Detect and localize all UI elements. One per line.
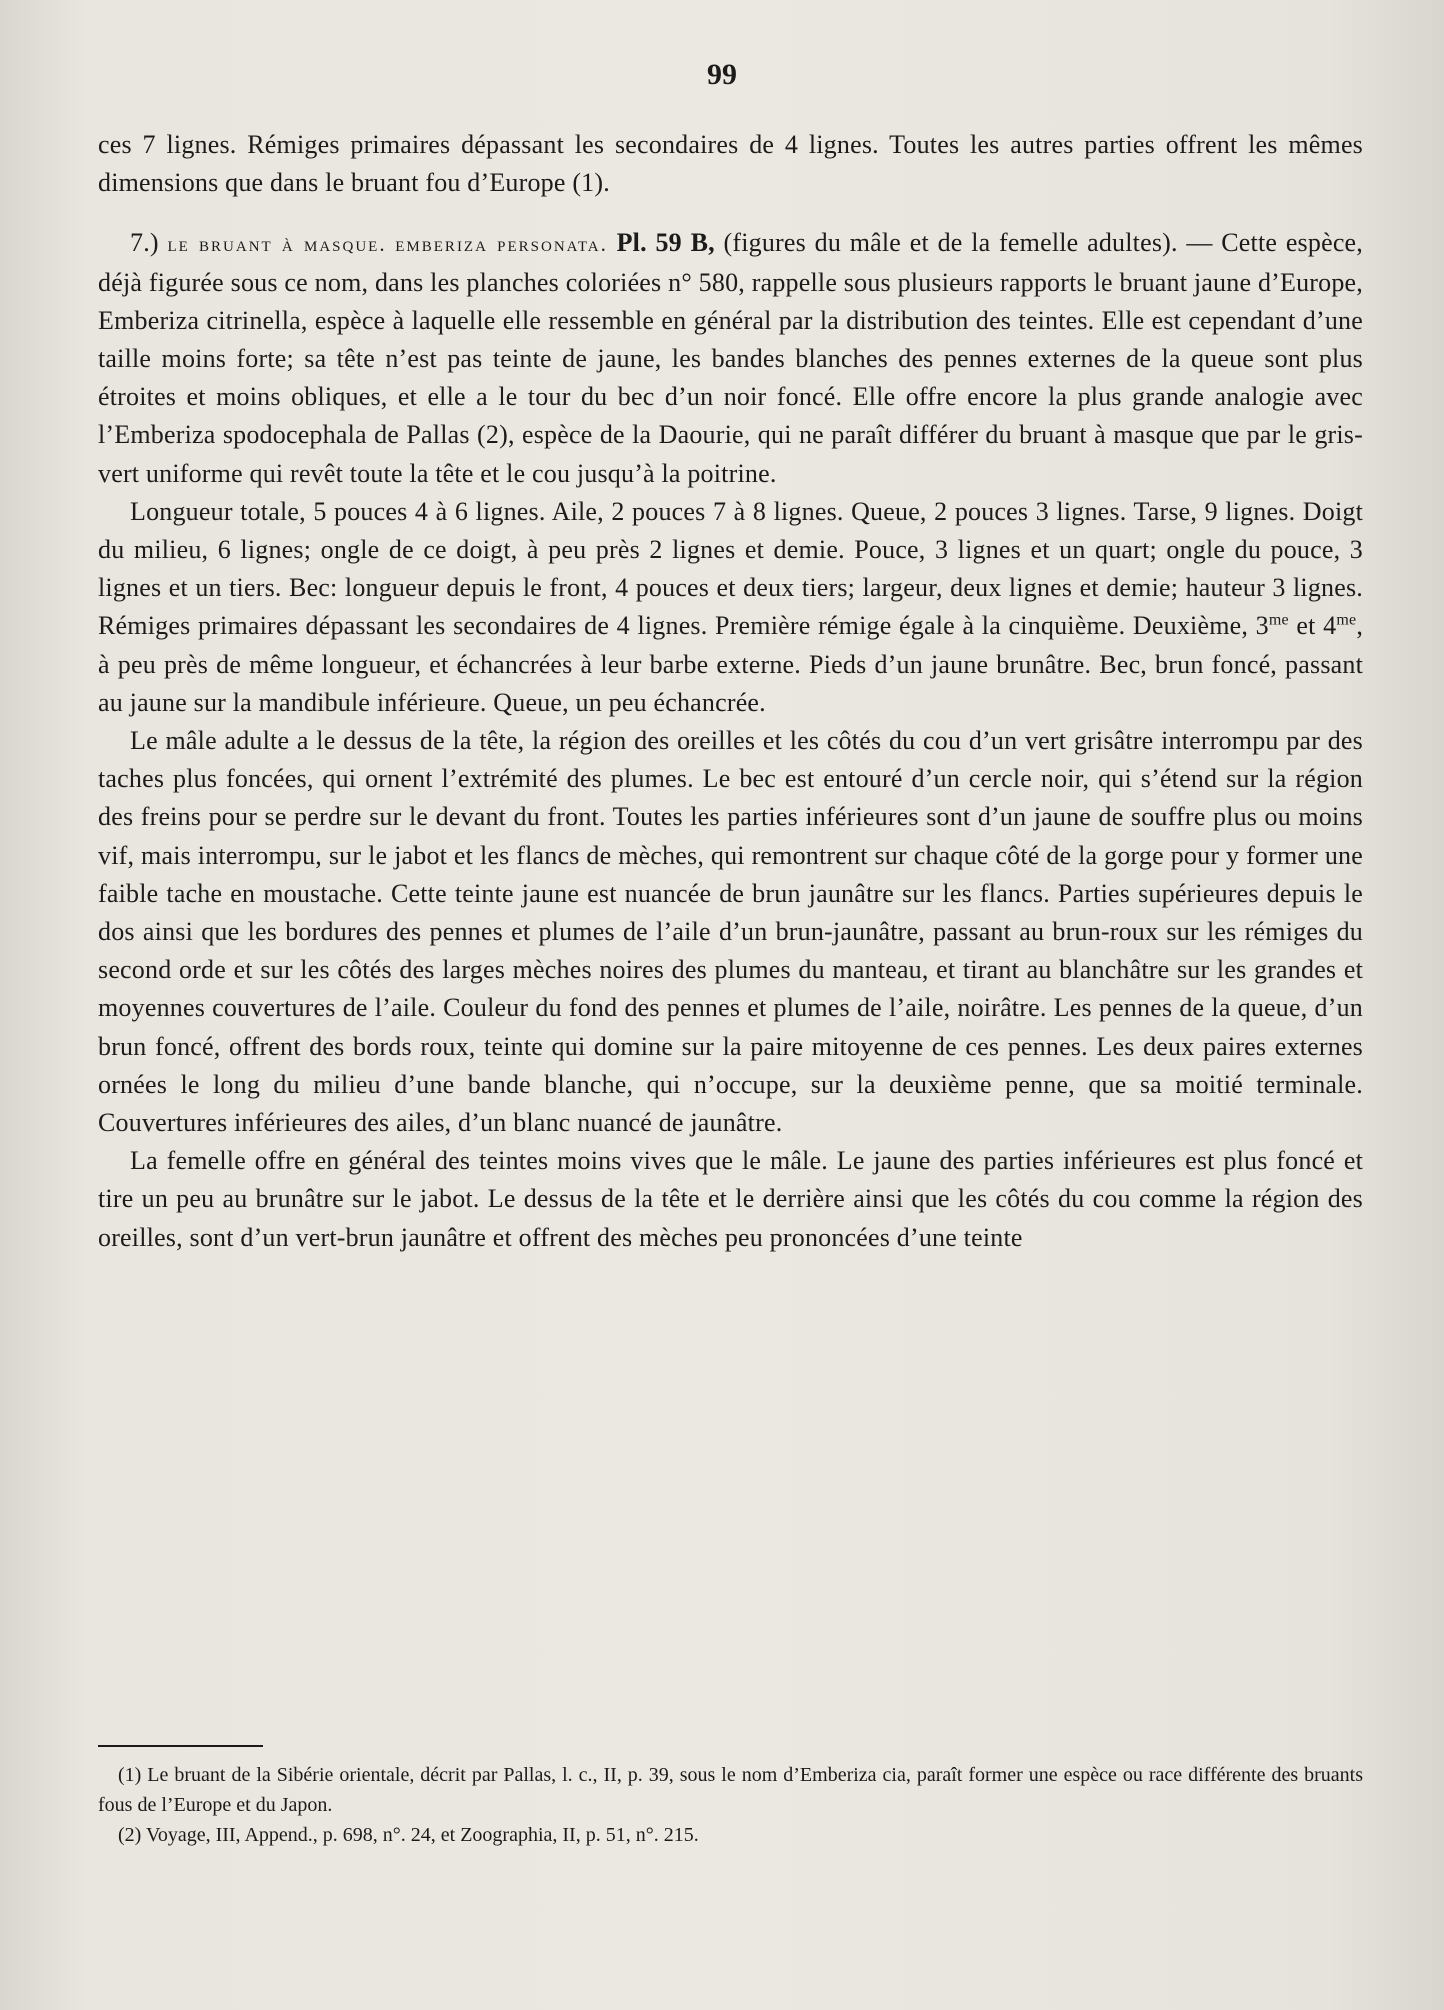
measurements-text-b: et 4	[1288, 611, 1337, 641]
species-latin-name: emberiza personata.	[395, 232, 608, 257]
page-number: 99	[707, 58, 737, 91]
measurements-text-c: , à peu près de même longueur, et échancrées à leur barbe externe. Pieds d’un jaune brunâtre. Bec, brun foncé, passant au jaune sur la mandibule inférieure. Queue, un peu échancrée.	[98, 611, 1364, 717]
species-description: (figures du mâle et de la femelle adultes). — Cette espèce, déjà figurée sous ce nom, dans les planches coloriées n° 580, rappelle sous plusieurs rapports le bruant jaune d’Europe, Emberiza citrinella, espèce à laquelle elle ressemble en général par la distribution des teintes. Elle est cependant d’une taille moins forte; sa tête n’est pas teinte de jaune, les bandes blanches des pennes externes de la queue sont plus étroites et moins obliques, et elle a le tour du bec d’un noir foncé. Elle offre encore la plus grande analogie avec l’Emberiza spodocephala de Pallas (2), espèce de la Daourie, qui ne paraît différer du bruant à masque que par le gris-vert uniforme qui revêt toute la tête et le cou jusqu’à la poitrine.	[98, 228, 1363, 488]
footnote-1: (1) Le bruant de la Sibérie orientale, décrit par Pallas, l. c., II, p. 39, sous le nom d’Emberiza cia, paraît former une espèce ou race différente des bruants fous de l’Europe et du Japon.	[98, 1764, 1363, 1816]
species-common-name: le bruant à masque.	[167, 232, 387, 257]
plate-reference: Pl. 59 B,	[616, 228, 715, 258]
paragraph-male-description: Le mâle adulte a le dessus de la tête, la région des oreilles et les côtés du cou d’un vert grisâtre interrompu par des taches plus foncées, qui ornent l’extrémité des plumes. Le bec est entouré d’un cercle noir, qui s’étend sur la région des freins pour se perdre sur le devant du front. Toutes les parties inférieures sont d’un jaune de souffre plus ou moins vif, mais interrompu, sur le jabot et les flancs de mèches, qui remontrent sur chaque côté de la gorge pour y former une faible tache en moustache. Cette teinte jaune est nuancée de brun jaunâtre sur les flancs. Parties supérieures depuis le dos ainsi que les bordures des pennes et plumes de l’aile d’un brun-jaunâtre, passant au brun-roux sur les rémiges du second orde et sur les côtés des larges mèches noires des plumes du manteau, et tirant au blanchâtre sur les grandes et moyennes couvertures de l’aile. Couleur du fond des pennes et plumes de l’aile, noirâtre. Les pennes de la queue, d’un brun foncé, offrent des bords roux, teinte qui domine sur la paire mitoyenne de ces pennes. Les deux paires externes ornées le long du milieu d’une bande blanche, qui n’occupe, sur la deuxième penne, que sa moitié terminale. Couvertures inférieures des ailes, d’un blanc nuancé de jaunâtre.	[98, 726, 1363, 1138]
footnotes	[98, 1760, 1363, 1850]
superscript-me-1: me	[1268, 611, 1289, 629]
species-number: 7.)	[130, 228, 159, 258]
footnote-divider	[98, 1745, 263, 1747]
superscript-me-2: me	[1336, 611, 1357, 629]
body-text	[98, 126, 1363, 1257]
paragraph-measurements	[98, 493, 1363, 722]
paragraph-female-description: La femelle offre en général des teintes moins vives que le mâle. Le jaune des parties inférieures est plus foncé et tire un peu au brunâtre sur le jabot. Le dessus de la tête et le derrière ainsi que les côtés du cou comme la région des oreilles, sont d’un vert-brun jaunâtre et offrent des mèches peu prononcées d’une teinte	[98, 1146, 1363, 1252]
paragraph-continuation: ces 7 lignes. Rémiges primaires dépassant les secondaires de 4 lignes. Toutes les autres parties offrent les mêmes dimensions que dans le bruant fou d’Europe (1).	[98, 130, 1363, 198]
measurements-text-a: Longueur totale, 5 pouces 4 à 6 lignes. Aile, 2 pouces 7 à 8 lignes. Queue, 2 pouces 3 lignes. Tarse, 9 lignes. Doigt du milieu, 6 lignes; ongle de ce doigt, à peu près 2 lignes et demie. Pouce, 3 lignes et un quart; ongle du pouce, 3 lignes et un tiers. Bec: longueur depuis le front, 4 pouces et deux tiers; largeur, deux lignes et demie; hauteur 3 lignes. Rémiges primaires dépassant les secondaires de 4 lignes. Première rémige égale à la cinquième. Deuxième, 3	[98, 496, 1363, 641]
footnote-2: (2) Voyage, III, Append., p. 698, n°. 24, et Zoographia, II, p. 51, n°. 215.	[118, 1824, 699, 1846]
paragraph-species-entry	[98, 224, 1363, 492]
